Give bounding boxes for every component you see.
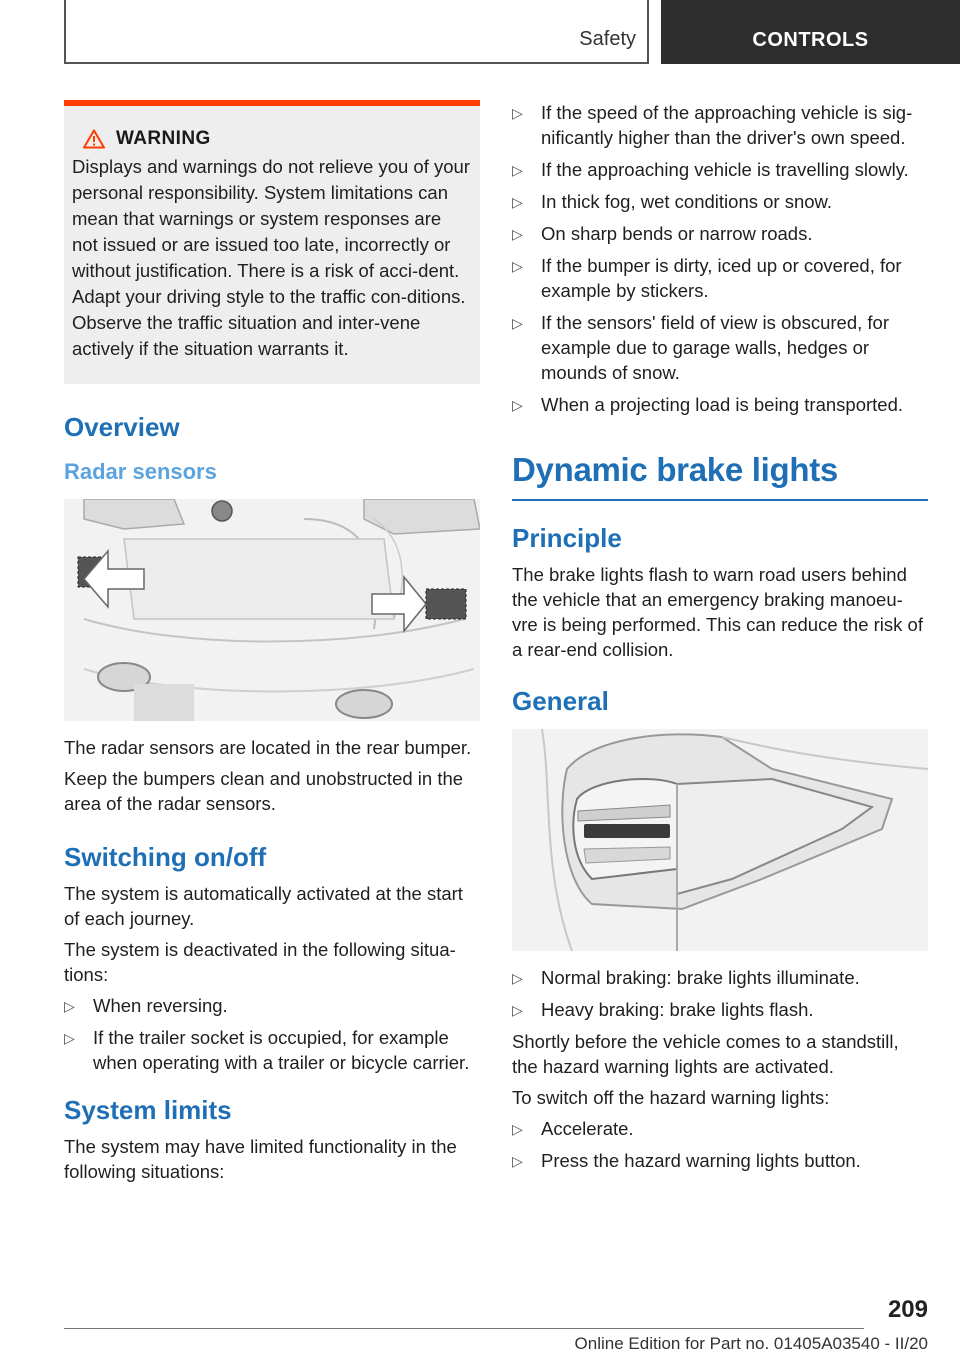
header-rule-right [647,0,649,64]
radar-paragraph-2: Keep the bumpers clean and unobstructed in the area of the radar sensors. [64,768,464,814]
list-item: ▷ Accelerate. [512,1116,928,1141]
page-number: 209 [887,1296,928,1323]
switching-list [64,993,480,1075]
list-item: ▷ Normal braking: brake lights illuminate. [512,965,928,990]
list-item: ▷ When a projecting load is being transported. [512,392,928,417]
triangle-bullet-icon: ▷ [512,226,523,242]
list-item: ▷ If the speed of the approaching vehicle is sig-nificantly higher than the driver's own speed. [512,102,913,148]
footer-rule [64,1328,864,1329]
system-limits-list [512,100,928,417]
triangle-bullet-icon: ▷ [512,1121,523,1137]
list-item: ▷ If the trailer socket is occupied, for example when operating with a trailer or bicycle carrier. [64,1027,470,1073]
principle-heading: Principle [512,523,622,553]
warning-title: WARNING [116,128,211,149]
dynamic-brake-lights-heading: Dynamic brake lights [512,451,928,501]
switching-paragraph-2: The system is deactivated in the following situa-tions: [64,939,456,985]
list-item: ▷ Press the hazard warning lights button. [512,1148,928,1173]
system-limits-paragraph: The system may have limited functionality in the following situations: [64,1136,457,1182]
switching-paragraph-1: The system is automatically activated at the start of each journey. [64,883,463,929]
general-paragraph-1: Shortly before the vehicle comes to a standstill, the hazard warning lights are activated. [512,1031,899,1077]
overview-heading: Overview [64,412,180,442]
list-item: ▷ When reversing. [64,993,480,1018]
general-paragraph-2: To switch off the hazard warning lights: [512,1087,830,1108]
triangle-bullet-icon: ▷ [64,998,75,1014]
header-rule-left [64,0,66,64]
triangle-bullet-icon: ▷ [512,970,523,986]
triangle-bullet-icon: ▷ [512,315,523,331]
braking-list [512,965,928,1022]
warning-triangle-icon [72,129,116,149]
list-item: ▷ If the approaching vehicle is travelling slowly. [512,157,928,182]
radar-sensors-illustration [64,499,480,721]
warning-body: Displays and warnings do not relieve you of your personal responsibility. System limitations can mean that warnings or system responses are not issued or are issued too late, incorrectly or without justification. There is a risk of acci-dent. Adapt your driving style to the traffic con-ditions. Observe the traffic situation and inter-vene actively if the situation warrants it. [72,156,470,359]
triangle-bullet-icon: ▷ [64,1030,75,1046]
system-limits-heading: System limits [64,1095,232,1125]
switching-heading: Switching on/off [64,842,267,872]
header-rule-bottom [64,62,649,64]
warning-box [64,100,480,384]
hazard-list [512,1116,928,1173]
list-item: ▷ Heavy braking: brake lights flash. [512,997,928,1022]
principle-paragraph: The brake lights flash to warn road users behind the vehicle that an emergency braking manoeu-vre is being performed. This can reduce the risk of a rear-end collision. [512,564,923,660]
triangle-bullet-icon: ▷ [512,162,523,178]
triangle-bullet-icon: ▷ [512,1153,523,1169]
list-item: ▷ If the sensors' field of view is obscured, for example due to garage walls, hedges or mounds of snow. [512,312,889,383]
brake-light-illustration [512,729,928,951]
triangle-bullet-icon: ▷ [512,258,523,274]
right-column [512,100,928,1180]
list-item: ▷ If the bumper is dirty, iced up or covered, for example by stickers. [512,255,902,301]
warning-header [72,128,470,150]
triangle-bullet-icon: ▷ [512,1002,523,1018]
list-item: ▷ In thick fog, wet conditions or snow. [512,189,928,214]
triangle-bullet-icon: ▷ [512,397,523,413]
general-heading: General [512,686,609,716]
left-column [64,100,480,1190]
triangle-bullet-icon: ▷ [512,194,523,210]
triangle-bullet-icon: ▷ [512,105,523,121]
header-section[interactable]: Safety [579,28,636,50]
radar-sensors-heading: Radar sensors [64,459,217,484]
footer-edition: Online Edition for Part no. 01405A03540 - II/20 [574,1334,928,1353]
radar-paragraph-1: The radar sensors are located in the rear bumper. [64,737,472,758]
header-chapter[interactable]: CONTROLS [661,0,960,64]
list-item: ▷ On sharp bends or narrow roads. [512,221,928,246]
